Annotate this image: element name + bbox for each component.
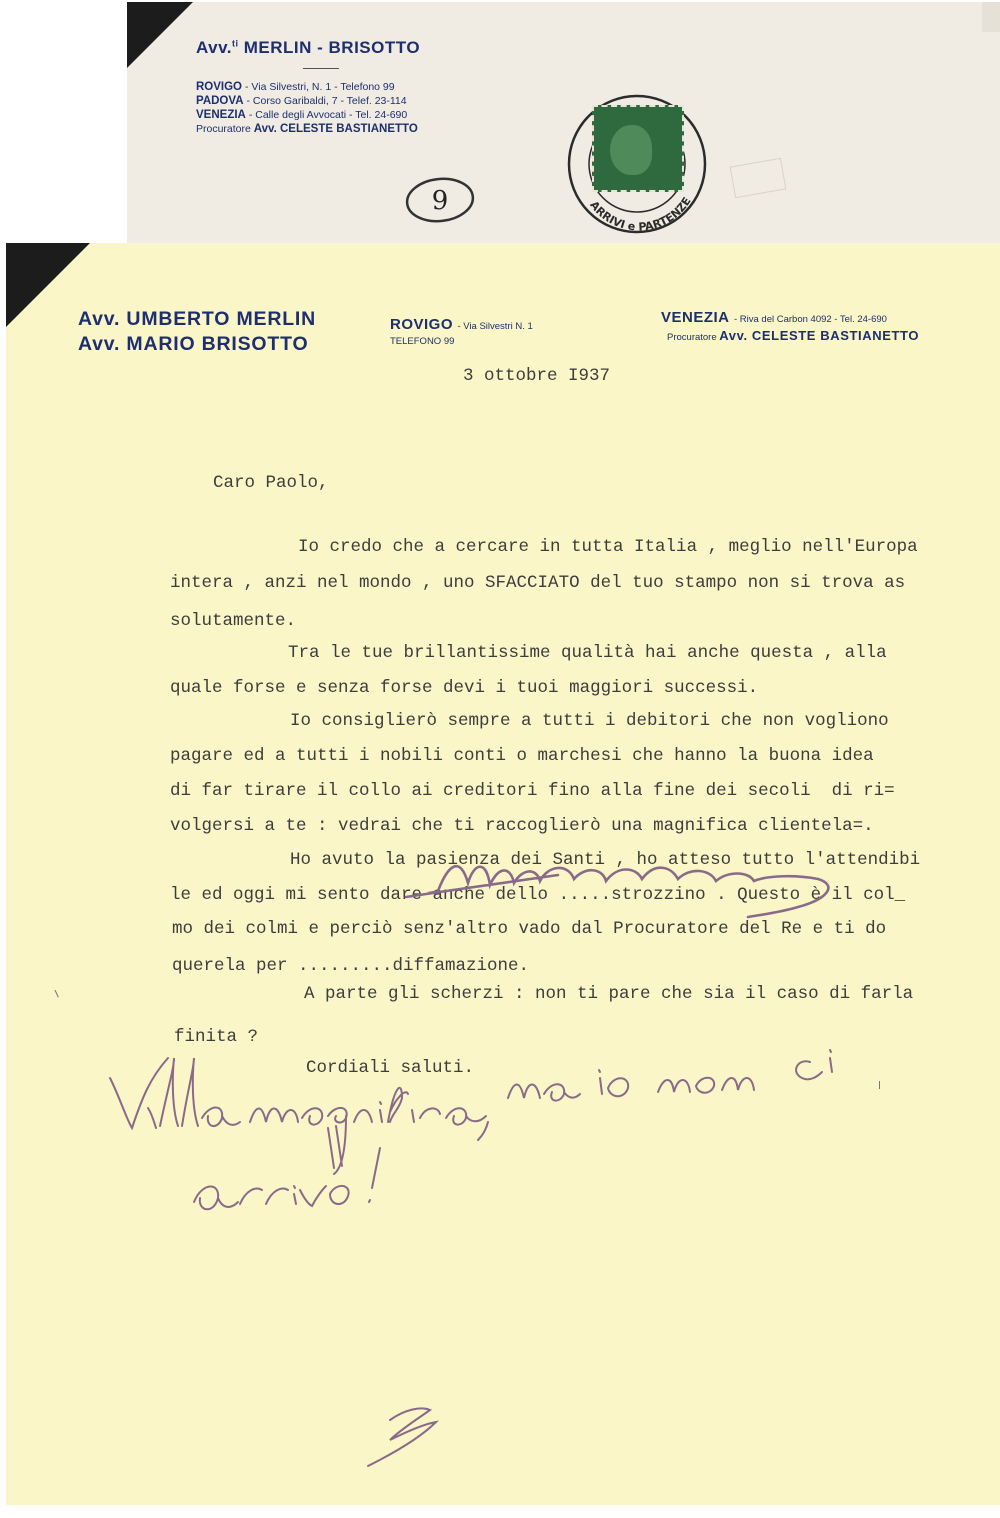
- letterhead-rovigo-phone: TELEFONO 99: [390, 336, 455, 347]
- letter-line: Tra le tue brillantissime qualità hai anche questa , alla: [288, 643, 887, 663]
- envelope-office-rovigo: ROVIGO - Via Silvestri, N. 1 - Telefono 99: [196, 81, 395, 93]
- letter-line: di far tirare il collo ai creditori fino alla fine dei secoli di ri=: [170, 781, 895, 801]
- letterhead-name-merlin: Avv. UMBERTO MERLIN: [78, 308, 317, 330]
- letterhead-rovigo-address: - Via Silvestri N. 1: [457, 321, 533, 332]
- letter-line: Io consiglierò sempre a tutti i debitori che non vogliono: [290, 711, 889, 731]
- envelope-faint-mark: [730, 158, 787, 199]
- envelope-procuratore: Procuratore Avv. CELESTE BASTIANETTO: [196, 123, 418, 135]
- letterhead-name-brisotto: Avv. MARIO BRISOTTO: [78, 333, 309, 355]
- envelope-black-corner: [127, 2, 193, 68]
- letter-line: finita ?: [174, 1027, 259, 1047]
- letterhead-venezia-address: - Riva del Carbon 4092 - Tel. 24-690: [733, 314, 887, 325]
- letter-line: quale forse e senza forse devi i tuoi maggiori successi.: [170, 678, 759, 698]
- letter-line: mo dei colmi e perciò senz'altro vado dal Procuratore del Re e ti do: [172, 919, 887, 939]
- letter-line: A parte gli scherzi : non ti pare che sia il caso di farla: [304, 984, 914, 1004]
- letter-greeting: Caro Paolo,: [213, 473, 329, 493]
- stamp-portrait: [610, 125, 652, 175]
- letter-line: solutamente.: [170, 611, 297, 631]
- letter-date: 3 ottobre I937: [463, 366, 611, 386]
- envelope-office-venezia: VENEZIA - Calle degli Avvocati - Tel. 24-690: [196, 109, 408, 121]
- letter-line: Ho avuto la pasienza dei Santi , ho atteso tutto l'attendibi: [290, 850, 921, 870]
- letterhead-procuratore: Procuratore Avv. CELESTE BASTIANETTO: [667, 328, 920, 343]
- letter-line: Io credo che a cercare in tutta Italia , meglio nell'Europa: [298, 537, 918, 557]
- postage-stamp: [592, 105, 684, 192]
- envelope-office-padova: PADOVA - Corso Garibaldi, 7 - Telef. 23-114: [196, 95, 407, 107]
- envelope-addresses: [196, 80, 418, 136]
- letterhead-rovigo: [390, 316, 533, 334]
- svg-text:9: 9: [431, 186, 449, 216]
- letter-line: le ed oggi mi sento dare anche dello .....strozzino . Questo è il col_: [170, 885, 906, 905]
- envelope-divider: [303, 68, 339, 69]
- letterhead-venezia: [661, 309, 887, 327]
- letter-line: querela per .........diffamazione.: [172, 956, 530, 976]
- letter-closing: Cordiali saluti.: [306, 1058, 475, 1078]
- handwritten-initial: [360, 1400, 470, 1470]
- envelope-firm-name: Avv.$^{ti}$ MERLIN - BRISOTTO: [196, 38, 421, 57]
- letter-line: volgersi a te : vedrai che ti raccoglierò una magnifica clientela=.: [170, 816, 874, 836]
- handwritten-signature: [398, 845, 858, 925]
- letter-line: intera , anzi nel mondo , uno SFACCIATO del tuo stampo non si trova as: [170, 573, 906, 593]
- letterhead-rovigo-city: ROVIGO: [390, 316, 454, 333]
- handwritten-note: [90, 1018, 890, 1218]
- margin-mark: [54, 989, 61, 998]
- svg-text:ARRIVI e PARTENZE: ARRIVI e PARTENZE: [587, 194, 694, 234]
- envelope-fold: [982, 2, 1000, 32]
- letterhead-venezia-city: VENEZIA: [661, 309, 730, 326]
- envelope: [127, 2, 1000, 264]
- handwritten-number-9: [404, 175, 476, 225]
- letter-line: pagare ed a tutti i nobili conti o marchesi che hanno la buona idea: [170, 746, 874, 766]
